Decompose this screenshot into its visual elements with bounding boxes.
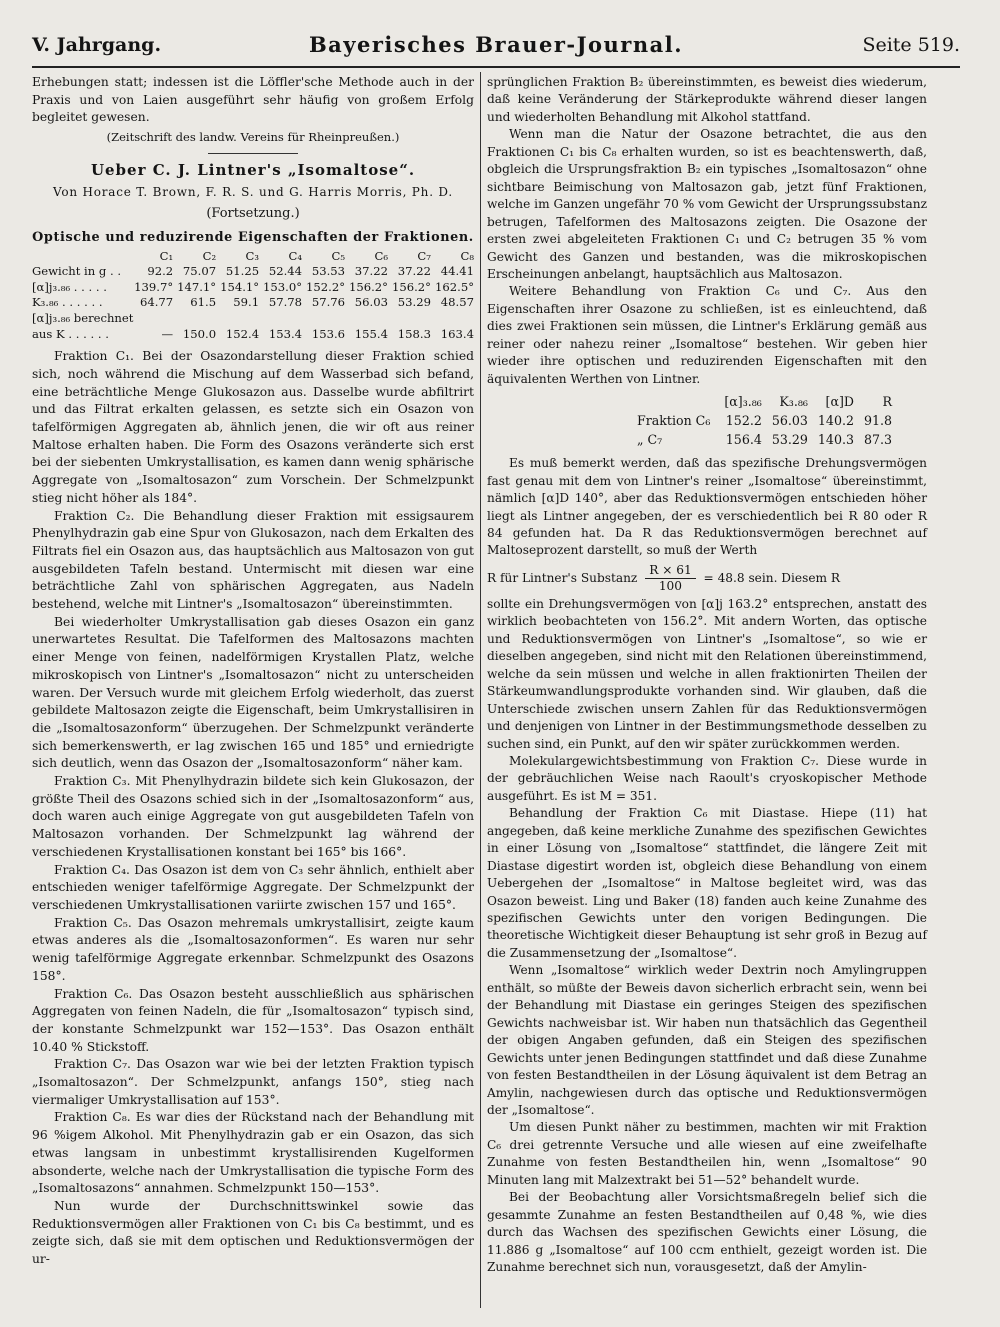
table-cell: 163.4 bbox=[440, 326, 474, 341]
table-cell: 154.1° bbox=[220, 279, 260, 294]
table-header-cell: C₂ bbox=[202, 248, 217, 263]
table-cell: 153.6 bbox=[311, 326, 346, 341]
paragraph: Behandlung der Fraktion C₆ mit Diastase. Hiepe (11) hat angegeben, daß keine merkliche Zunahme des spezifischen Gewichtes in einer Lösung von „Isomaltose“ stattfindet, die längere Zeit mit Diastase digestirt worden ist, obgleich diese Behandlung von einem Uebergehen der „Isomaltose“ in Maltose begleitet wird, was das Osazon beweist. Ling und Baker (18) fanden auch keine Zunahme des spezifischen Gewichts unter den vorigen Bedingungen. Die theoretische Wichtigkeit dieser Behauptung ist sehr groß in Bezug auf die Zusammensetzung der „Isomaltose“. bbox=[487, 806, 927, 960]
left-column bbox=[32, 74, 474, 1269]
table-header-cell: C₆ bbox=[374, 248, 388, 263]
table-cell: 155.4 bbox=[354, 326, 388, 341]
table-cell: 64.77 bbox=[139, 295, 174, 310]
table-row bbox=[32, 311, 474, 327]
table-header-row bbox=[637, 392, 902, 411]
paragraph: Fraktion C₂. Die Behandlung dieser Fraktion mit essigsaurem Phenylhydrazin gab eine Spur von Glukosazon, nach dem Erkalten des Filtrats fiel ein Osazon aus, das hauptsächlich aus Maltosazon von gut ausgebildeten Tafeln bestand. Untermischt mit diesen war eine beträchtliche Zahl von sphärischen Aggregaten, aus Nadeln bestehend, welche mit Lintner's „Isomaltosazon“ übereinstimmten. bbox=[32, 508, 474, 612]
table-row bbox=[637, 411, 902, 430]
paragraph: Wenn man die Natur der Osazone betrachtet, die aus den Fraktionen C₁ bis C₈ erhalten wurden, so ist es beachtenswerth, daß, obgleich die Ursprungsfraktion B₂ ein typisches „Isomaltosazon“ ohne sichtbare Beimischung von Maltosazon gab, jetzt fünf Fraktionen, welche im Ganzen ungefähr 70 % vom Gewicht der Ursprungssubstanz betrugen, Tafelformen des Maltosazons zeigten. Die Osazone der ersten zwei abgeleiteten Fraktionen C₁ und C₂ betrugen 35 % vom Gewicht des Ganzen und bestanden, was die mikroskopischen Erscheinungen anbelangt, hauptsächlich aus Maltosazon. bbox=[487, 127, 927, 281]
table-cell: 152.2° bbox=[306, 279, 346, 294]
paragraph: sprünglichen Fraktion B₂ übereinstimmten, es beweist dies wiederum, daß keine Veränderung der Stärkeprodukte während dieser langen und wiederholten Behandlung mit Alkohol stattfand. bbox=[487, 75, 927, 124]
paragraph: Fraktion C₅. Das Osazon mehremals umkrystallisirt, zeigte kaum etwas anderes als die „Isomaltosazonformen“. Es waren nur sehr wenig tafelförmige Aggregate erkennbar. Schmelzpunkt des Osazons 158°. bbox=[32, 915, 474, 983]
table-cell: 91.8 bbox=[863, 413, 893, 429]
right-column bbox=[487, 74, 927, 1277]
formula-numerator: R × 61 bbox=[645, 563, 695, 579]
table-cell: „ C₇ bbox=[637, 432, 663, 448]
header-rule bbox=[32, 66, 960, 68]
table-cell: 57.78 bbox=[268, 295, 303, 310]
table-row bbox=[32, 327, 474, 343]
table-cell: 152.4 bbox=[225, 326, 260, 341]
table-cell: 59.1 bbox=[233, 295, 260, 310]
table-cell: 53.29 bbox=[771, 432, 808, 448]
table-cell: 156.2° bbox=[348, 279, 388, 294]
article-authors: Von Horace T. Brown, F. R. S. und G. Harris Morris, Ph. D. bbox=[52, 184, 454, 199]
table-cell: 153.4 bbox=[268, 326, 303, 341]
comparison-table bbox=[637, 392, 902, 449]
section-title: Optische und reduzirende Eigenschaften der Fraktionen. bbox=[32, 229, 474, 245]
table-cell: 57.76 bbox=[311, 295, 346, 310]
paragraph: sollte ein Drehungsvermögen von [α]j 163.2° entsprechen, anstatt des wirklich beobachteten von 156.2°. Mit andern Worten, das optische und Reduktionsvermögen von Lintner's „Isomaltose“, so wie er dieselben angegeben, sind nicht mit den Relationen übereinstimmend, welche da sein müssen und welche in allen fraktionirten Theilen der Stärkeumwandlungsprodukte vorhanden sind. Wir glauben, daß die Unterschiede zwischen unsern Zahlen für das Reduktionsvermögen und denjenigen von Lintner in der Bestimmungsmethode desselben zu suchen sind, ein Punkt, auf den wir später zurückkommen werden. bbox=[487, 596, 927, 751]
table-header-cell: [α]₃.₈₆ bbox=[724, 394, 762, 410]
table-cell: 37.22 bbox=[397, 264, 431, 279]
table-cell: 152.2 bbox=[725, 413, 762, 429]
paragraph: Es muß bemerkt werden, daß das spezifische Drehungsvermögen fast genau mit dem von Lintner's reiner „Isomaltose“ übereinstimmt, nämlich [α]D 140°, aber das Reduktionsvermögen entschieden höher liegt als Lintner angegeben, der es verschiedentlich bei R 80 oder R 84 gefunden hat. Da R das Reduktionsvermögen berechnet auf Maltoseprozent darstellt, so muß der Werth bbox=[487, 456, 927, 558]
paragraph: Fraktion C₈. Es war dies der Rückstand nach der Behandlung mit 96 %igem Alkohol. Mit Phenylhydrazin gab er ein Osazon, das sich etwas langsam in unbestimmt krystallisirenden Kugelformen absonderte, welche nach der Umkrystallisation die typische Form des „Isomaltosazons“ annahmen. Schmelzpunkt 150—153°. bbox=[32, 1110, 474, 1196]
section-divider bbox=[208, 153, 298, 154]
formula-fraction bbox=[645, 563, 695, 594]
volume-label: V. Jahrgang. bbox=[32, 34, 162, 56]
table-header-cell: [α]D bbox=[825, 394, 854, 410]
table-row bbox=[32, 280, 474, 296]
table-cell: 44.41 bbox=[440, 264, 474, 279]
article-title: Ueber C. J. Lintner's „Isomaltose“. bbox=[90, 160, 416, 179]
table-header-cell: C₃ bbox=[245, 248, 260, 263]
table-cell: 53.53 bbox=[311, 264, 346, 279]
table-cell: 139.7° bbox=[134, 279, 174, 294]
table-header-cell: C₈ bbox=[460, 248, 474, 263]
table-header-cell bbox=[637, 392, 724, 411]
table-cell: 61.5 bbox=[190, 295, 217, 310]
table-cell: 53.29 bbox=[397, 295, 431, 310]
formula-line bbox=[487, 560, 927, 596]
table-cell: [α]j₃.₈₆ berechnet bbox=[32, 311, 134, 325]
table-cell: 140.3 bbox=[817, 432, 854, 448]
page-header bbox=[32, 30, 960, 66]
table-cell: — bbox=[161, 326, 174, 341]
table-cell: [α]j₃.₈₆ . . . . . bbox=[32, 279, 107, 294]
paragraph: Fraktion C₆. Das Osazon besteht ausschließlich aus sphärischen Aggregaten von feinen Nadeln, die für „Isomaltosazon“ typisch sind, der konstante Schmelzpunkt war 152—153°. Das Osazon enthält 10.40 % Stickstoff. bbox=[32, 986, 474, 1054]
table-cell: Gewicht in g . . bbox=[32, 264, 122, 279]
paragraph: Fraktion C₁. Bei der Osazondarstellung dieser Fraktion schied sich, noch während die Mischung auf dem Wasserbad sich befand, eine beträchtliche Menge Glukosazon aus. Dasselbe wurde abfiltrirt und das Filtrat erkalten gelassen, es setzte sich ein Osazon von tafelförmigen Aggregaten ab, ähnlich jenen, die wir oft aus reiner Maltose erhalten haben. Die Form des Osazons veränderte sich erst bei der siebenten Umkrystallisation, es kamen dann wenig sphärische Aggregate von „Isomaltosazon“ zum Vorschein. Der Schmelzpunkt stieg nicht höher als 184°. bbox=[32, 349, 474, 505]
table-cell: 56.03 bbox=[771, 413, 808, 429]
table-header-cell: C₁ bbox=[159, 248, 174, 263]
formula-suffix: = 48.8 sein. Diesem R bbox=[703, 570, 841, 585]
table-header-cell: R bbox=[882, 394, 893, 410]
table-header-cell: C₄ bbox=[288, 248, 303, 263]
journal-title: Bayerisches Brauer-Journal. bbox=[308, 32, 684, 57]
column-divider bbox=[480, 72, 481, 1308]
formula-denominator: 100 bbox=[658, 578, 683, 593]
table-header-cell: C₇ bbox=[417, 248, 431, 263]
table-cell: 37.22 bbox=[354, 264, 388, 279]
table-cell: 158.3 bbox=[397, 326, 431, 341]
continuation-note: (Fortsetzung.) bbox=[206, 206, 300, 222]
table-cell: 52.44 bbox=[268, 264, 303, 279]
source-citation: (Zeitschrift des landw. Vereins für Rheinpreußen.) bbox=[106, 130, 400, 145]
table-header-cell: K₃.₈₆ bbox=[779, 394, 808, 410]
paragraph: Molekulargewichtsbestimmung von Fraktion C₇. Diese wurde in der gebräuchlichen Weise nach Raoult's cryoskopischer Methode ausgeführt. Es ist M = 351. bbox=[487, 753, 927, 803]
paragraph: Bei wiederholter Umkrystallisation gab dieses Osazon ein ganz unerwartetes Resultat. Die Tafelformen des Maltosazons machten einer Menge von feinen, nadelförmigen Krystallen Platz, welche mikroskopisch von Lintner's „Isomaltosazon“ nicht zu unterscheiden waren. Der Versuch wurde mit gleichem Erfolg wiederholt, das zuerst gebildete Maltosazon zeigte die Eigenschaft, beim Umkrystallisiren in die „Isomaltosazonform“ überzugehen. Der Schmelzpunkt veränderte sich bemerkenswerth, er lag zwischen 165 und 185° und erniedrigte sich deutlich, wenn das Osazon der „Isomaltosazonform“ näher kam. bbox=[32, 614, 474, 771]
table-cell: 92.2 bbox=[147, 264, 174, 279]
paragraph: Fraktion C₇. Das Osazon war wie bei der letzten Fraktion typisch „Isomaltosazon“. Der Schmelzpunkt, anfangs 150°, stieg nach viermaliger Umkrystallisation auf 153°. bbox=[32, 1057, 474, 1107]
table-cell: 156.4 bbox=[725, 432, 762, 448]
table-cell: 153.0° bbox=[263, 279, 303, 294]
paragraph: Um diesen Punkt näher zu bestimmen, machten wir mit Fraktion C₆ drei getrennte Versuche und alle wiesen auf eine zweifelhafte Zunahme von festen Bestandtheilen hin, wenn „Isomaltose“ 90 Minuten lang mit Malzextrakt bei 51—52° behandelt wurde. bbox=[487, 1120, 927, 1187]
table-cell: 140.2 bbox=[817, 413, 854, 429]
table-cell: 156.2° bbox=[391, 279, 431, 294]
table-header-cell bbox=[32, 249, 130, 265]
table-cell: K₃.₈₆ . . . . . . bbox=[32, 295, 103, 310]
table-cell: aus K . . . . . . bbox=[32, 326, 109, 341]
paragraph: Erhebungen statt; indessen ist die Löffler'sche Methode auch in der Praxis und von Laien ausgeführt sehr häufig von großem Erfolg begleitet gewesen. bbox=[32, 75, 474, 125]
table-cell: 75.07 bbox=[182, 264, 217, 279]
page-number: Seite 519. bbox=[862, 34, 960, 56]
table-cell: 150.0 bbox=[182, 326, 217, 341]
table-cell: 51.25 bbox=[225, 264, 260, 279]
table-row bbox=[32, 264, 474, 280]
table-cell: 162.5° bbox=[435, 279, 474, 294]
formula-prefix: R für Lintner's Substanz bbox=[487, 570, 638, 585]
paragraph: Fraktion C₃. Mit Phenylhydrazin bildete sich kein Glukosazon, der größte Theil des Osazons schied sich in der „Isomaltosazonform“ aus, doch waren auch einige Aggregate von gut ausgebildeten Tafeln von Maltosazon vorhanden. Der Schmelzpunkt lag während der verschiedenen Krystallisationen konstant bei 165° bis 166°. bbox=[32, 774, 474, 859]
paragraph: Fraktion C₄. Das Osazon ist dem von C₃ sehr ähnlich, enthielt aber entschieden weniger tafelförmige Aggregate. Der Schmelzpunkt der verschiedenen Umkrystallisationen variirte zwischen 157 und 165°. bbox=[32, 862, 474, 912]
table-row bbox=[32, 295, 474, 311]
paragraph: Wenn „Isomaltose“ wirklich weder Dextrin noch Amylingruppen enthält, so müßte der Beweis davon sicherlich erbracht sein, wenn bei der Behandlung mit Diastase ein geringes Steigen des spezifischen Gewichts nachweisbar ist. Wir haben nun thatsächlich das Gegentheil der obigen Angaben gefunden, daß ein Steigen des spezifischen Gewichts unter jenen Bedingungen stattfindet und daß diese Zunahme von festen Bestandtheilen in der Lösung äquivalent ist dem Betrag an Amylin, nachgewiesen durch das optische und Reduktionsvermögen der „Isomaltose“. bbox=[487, 963, 927, 1118]
table-cell: 87.3 bbox=[863, 432, 893, 448]
table-cell: Fraktion C₆ bbox=[637, 413, 711, 429]
table-cell: 147.1° bbox=[177, 279, 217, 294]
table-header-cell: C₅ bbox=[331, 248, 346, 263]
table-cell: 48.57 bbox=[440, 295, 474, 310]
fractions-table bbox=[32, 249, 474, 343]
table-row bbox=[637, 430, 902, 449]
paragraph: Bei der Beobachtung aller Vorsichtsmaßregeln belief sich die gesammte Zunahme an festen Bestandtheilen auf 0,48 %, wie dies durch das Wachsen des spezifischen Gewichts einer Lösung, die 11.886 g „Isomaltose“ auf 100 ccm enthielt, gezeigt worden ist. Die Zunahme berechnet sich nun, vorausgesetzt, daß der Amylin- bbox=[487, 1190, 927, 1275]
paragraph: Nun wurde der Durchschnittswinkel sowie das Reduktionsvermögen aller Fraktionen von C₁ bis C₈ bestimmt, und es zeigte sich, daß sie mit dem optischen und Reduktionsvermögen der ur- bbox=[32, 1198, 474, 1267]
paragraph: Weitere Behandlung von Fraktion C₆ und C₇. Aus den Eigenschaften ihrer Osazone zu schließen, ist es einleuchtend, daß dies zwei Fraktionen sein müssen, die Lintner's Erklärung gemäß aus reiner oder nahezu reiner „Isomaltose“ bestehen. Wir geben hier wieder ihre optischen und reduzirenden Eigenschaften mit den äquivalenten Werthen von Lintner. bbox=[487, 284, 927, 386]
table-cell: 56.03 bbox=[354, 295, 388, 310]
table-header-row bbox=[32, 249, 474, 265]
